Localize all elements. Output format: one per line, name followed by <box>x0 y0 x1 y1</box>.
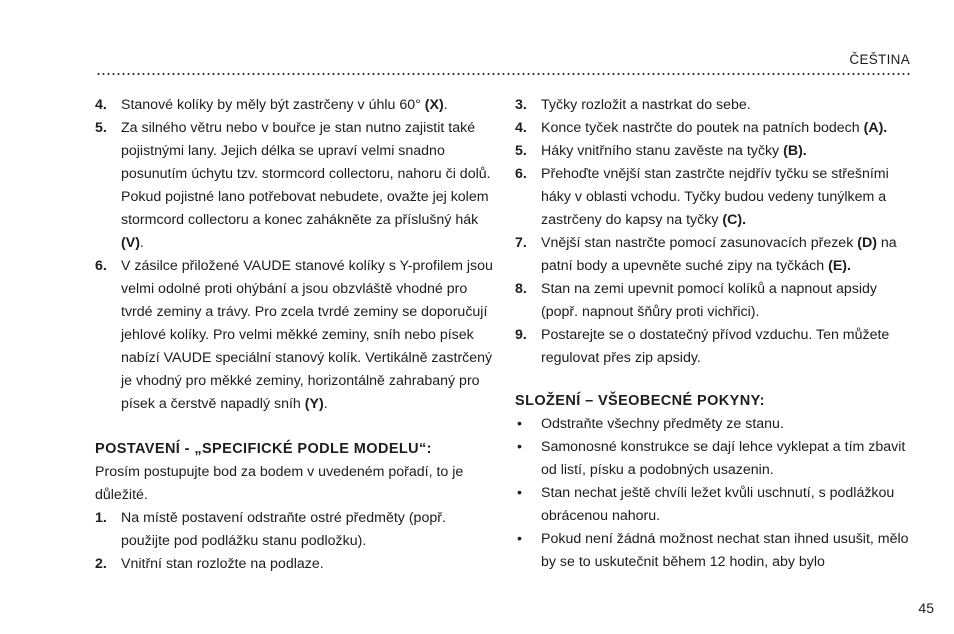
list-item <box>515 163 915 232</box>
step-number: 4. <box>515 120 527 136</box>
list-item <box>95 507 495 553</box>
step-text <box>121 255 495 416</box>
list-item <box>515 528 915 574</box>
step-text-body: Konce tyček nastrčte do poutek na patních bodech <box>541 120 864 136</box>
step-text <box>541 94 915 117</box>
step-text <box>121 507 495 553</box>
step-number: 6. <box>515 166 527 182</box>
bullet-mark: • <box>517 416 522 432</box>
bullet-mark: • <box>517 439 522 455</box>
step-number: 1. <box>95 510 107 526</box>
step-text-body: Tyčky rozložit a nastrkat do sebe. <box>541 97 751 113</box>
step-number: 9. <box>515 327 527 343</box>
step-text <box>121 94 495 117</box>
step-text-body: Na místě postavení odstraňte ostré předměty (popř. použijte pod podlážku stanu podložku). <box>121 510 446 549</box>
step-text <box>541 232 915 278</box>
step-text-body: Postarejte se o dostatečný přívod vzduchu. Ten můžete regulovat přes zip apsidy. <box>541 327 890 366</box>
step-text <box>121 553 495 576</box>
page-number: 45 <box>918 600 934 616</box>
step-text-body: Vnější stan nastrčte pomocí zasunovacích přezek <box>541 235 858 251</box>
step-text-tail: . <box>443 97 448 113</box>
section-heading-setup: POSTAVENÍ - „SPECIFICKÉ PODLE MODELU“: <box>95 441 432 457</box>
section-heading-takedown: SLOŽENÍ – VŠEOBECNÉ POKYNY: <box>515 393 765 409</box>
list-item <box>95 255 495 416</box>
dotted-divider <box>96 73 912 75</box>
list-item <box>515 140 915 163</box>
list-item <box>95 94 495 117</box>
bullet-mark: • <box>517 531 522 547</box>
list-item <box>515 482 915 528</box>
step-list <box>95 94 495 416</box>
figure-reference: (C). <box>722 212 747 228</box>
bullet-list <box>515 413 915 574</box>
right-column <box>515 94 915 574</box>
figure-reference: (B). <box>783 143 807 159</box>
intro-text: Prosím postupujte bod za bodem v uvedeném pořadí, to je důležité. <box>95 464 464 503</box>
step-text-tail: na patní body a upevněte suché zipy na tyčkách <box>541 235 897 274</box>
bullet-text: Stan nechat ještě chvíli ležet kvůli uschnutí, s podlážkou obrácenou nahoru. <box>541 485 895 524</box>
list-item <box>95 553 495 576</box>
step-text-body: Za silného větru nebo v bouřce je stan nutno zajistit také pojistnými lany. Jejich délka se upraví velmi snadno posunutím úchytu tzv. stormcord collectoru, nahoru či dolů. Pokud pojistné lano potřebovat nebudete, ovažte jej kolem stormcord collectoru a konec zahákněte za příslušný hák <box>121 120 491 228</box>
figure-reference: (X) <box>424 97 444 113</box>
step-text <box>541 140 915 163</box>
bullet-text: Odstraňte všechny předměty ze stanu. <box>541 416 784 432</box>
list-item <box>515 324 915 370</box>
figure-reference: (A). <box>863 120 888 136</box>
step-text-body: Stanové kolíky by měly být zastrčeny v úhlu 60° <box>121 97 425 113</box>
bullet-text: Samonosné konstrukce se dají lehce vyklepat a tím zbavit od listí, písku a podobných usazenin. <box>541 439 906 478</box>
list-item <box>515 232 915 278</box>
list-item <box>515 117 915 140</box>
step-number: 7. <box>515 235 527 251</box>
list-item <box>515 413 915 436</box>
step-text-body: Háky vnitřního stanu zavěste na tyčky <box>541 143 784 159</box>
step-text-tail: . <box>139 235 144 251</box>
list-item <box>515 278 915 324</box>
list-item <box>515 436 915 482</box>
step-text-body: Přehoďte vnější stan zastrčte nejdřív tyčku se střešními háky v oblasti vchodu. Tyčky budou vedeny tunýlkem a zastrčeny do kapsy na tyčky <box>541 166 889 228</box>
left-column <box>95 94 495 576</box>
step-text <box>121 117 495 255</box>
figure-reference: (D) <box>857 235 877 251</box>
step-text <box>541 278 915 324</box>
step-number: 5. <box>515 143 527 159</box>
list-item <box>515 94 915 117</box>
step-text <box>541 163 915 232</box>
list-item <box>95 117 495 255</box>
step-number: 2. <box>95 556 107 572</box>
bullet-mark: • <box>517 485 522 501</box>
step-number: 6. <box>95 258 107 274</box>
step-list <box>95 507 495 576</box>
step-text <box>541 117 915 140</box>
language-label: ČEŠTINA <box>849 52 910 67</box>
figure-reference: (Y) <box>304 396 324 412</box>
step-number: 3. <box>515 97 527 113</box>
step-text-body: V zásilce přiložené VAUDE stanové kolíky s Y-profilem jsou velmi odolné proti ohýbání a jsou obzvláště vhodné pro tvrdé zeminy a trávy. Pro zcela tvrdé zeminy se doporučují jehlové kolíky. Pro velmi měkké zeminy, sníh nebo písek nabízí VAUDE speciální stanový kolík. Vertikálně zastrčený je vhodný pro měkké zeminy, horizontálně zahrabaný pro písek a čerstvě napadlý sníh <box>121 258 493 412</box>
step-number: 8. <box>515 281 527 297</box>
step-number: 4. <box>95 97 107 113</box>
step-number: 5. <box>95 120 107 136</box>
step-list <box>515 94 915 370</box>
step-text-body: Vnitřní stan rozložte na podlaze. <box>121 556 324 572</box>
step-text <box>541 324 915 370</box>
bullet-text: Pokud není žádná možnost nechat stan ihned usušit, mělo by se to uskutečnit během 12 hodin, aby bylo <box>541 531 909 570</box>
step-text-body: Stan na zemi upevnit pomocí kolíků a napnout apsidy (popř. napnout šňůry proti vichřici). <box>541 281 877 320</box>
figure-reference: (V) <box>121 235 140 251</box>
step-text-tail: . <box>323 396 328 412</box>
figure-reference: (E). <box>828 258 851 274</box>
